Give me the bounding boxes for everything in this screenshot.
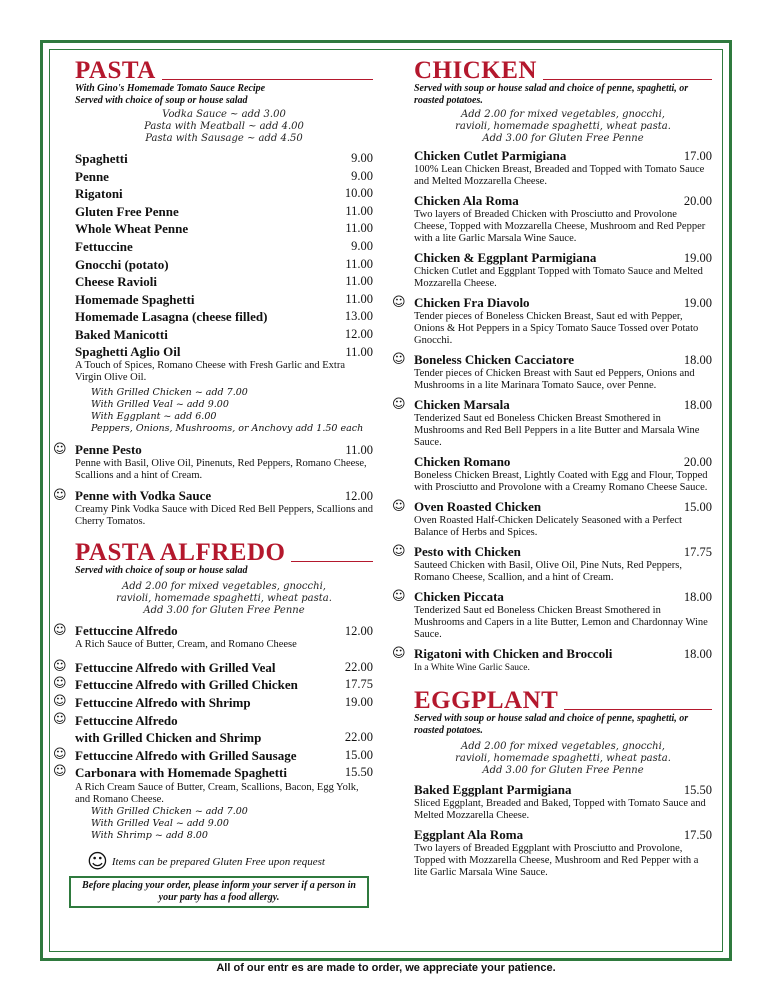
item-name: Whole Wheat Penne xyxy=(75,221,189,237)
item-name: Carbonara with Homemade Spaghetti xyxy=(75,765,287,781)
item-title-row xyxy=(75,747,373,765)
alfredo-option: Add 3.00 for Gluten Free Penne xyxy=(143,604,305,616)
menu-item xyxy=(75,291,373,309)
menu-item xyxy=(392,589,712,641)
item-title-row xyxy=(414,295,712,311)
item-title-row xyxy=(414,397,712,413)
gluten-free-note-text: Items can be prepared Gluten Free upon request xyxy=(111,855,325,868)
smiley-icon: ☺ xyxy=(87,848,108,873)
item-title-row xyxy=(75,442,373,458)
smiley-icon: ☺ xyxy=(53,658,67,674)
item-title-row xyxy=(414,250,712,266)
item-description: Two layers of Breaded Chicken with Prosciutto and Provolone Cheese, Topped with Mozzarella Cheese, Mushroom and Red Pepper with a lite Garlic Marsala Wine Sauce. xyxy=(414,209,706,244)
item-price: 12.00 xyxy=(344,623,373,638)
item-name: Fettuccine Alfredo with Grilled Sausage xyxy=(75,747,297,763)
menu-item xyxy=(53,693,373,712)
eggplant-title: EGGPLANT xyxy=(414,687,559,714)
item-title-row xyxy=(75,676,373,694)
item-name: Baked Eggplant Parmigiana xyxy=(414,782,572,797)
menu-item xyxy=(53,658,373,677)
pasta-title-rule xyxy=(162,79,373,80)
item-name: Chicken Ala Roma xyxy=(414,193,519,208)
menu-item xyxy=(53,676,373,694)
smiley-icon: ☺ xyxy=(392,646,406,661)
addon-option: With Shrimp ~ add 8.00 xyxy=(91,830,208,842)
item-description: Sauteed Chicken with Basil, Olive Oil, Pine Nuts, Red Peppers, Romano Cheese, Scallion, and a hint of Cream. xyxy=(414,560,683,583)
item-price: 19.00 xyxy=(683,251,712,265)
item-price: 17.75 xyxy=(683,545,712,559)
item-title-line1 xyxy=(75,712,373,730)
pasta-option: Vodka Sauce ~ add 3.00 xyxy=(162,109,286,120)
menu-item xyxy=(392,295,712,347)
item-name: Pesto with Chicken xyxy=(414,544,521,559)
pasta-simple-list xyxy=(75,150,373,344)
item-name: Boneless Chicken Cacciatore xyxy=(414,352,575,367)
pasta-header xyxy=(75,58,373,83)
item-description: Oven Roasted Half-Chicken Delicately Seasoned with a Perfect Balance of Herbs and Spices. xyxy=(414,515,682,538)
menu-item xyxy=(414,827,712,879)
menu-item xyxy=(414,454,712,494)
item-name: Chicken & Eggplant Parmigiana xyxy=(414,250,597,265)
eggplant-header xyxy=(414,688,712,713)
smiley-icon: ☺ xyxy=(53,746,67,762)
aglio-addons xyxy=(75,387,373,436)
item-price: 19.00 xyxy=(683,296,712,310)
item-description: Tender pieces of Boneless Chicken Breast, Saut ed with Pepper, Onions & Hot Peppers in a Spicy Tomato Sauce Tossed over Potato Gnocchi. xyxy=(414,311,699,346)
smiley-icon: ☺ xyxy=(392,589,406,604)
eggplant-option: Add 3.00 for Gluten Free Penne xyxy=(482,765,644,776)
item-title-row xyxy=(414,352,712,368)
item-title-row xyxy=(414,827,712,843)
smiley-icon: ☺ xyxy=(392,352,406,367)
eggplant-option: ravioli, homemade spaghetti, wheat pasta. xyxy=(455,753,671,764)
smiley-icon: ☺ xyxy=(53,622,67,638)
pasta-options xyxy=(75,109,373,145)
menu-item xyxy=(75,273,373,291)
item-price: 10.00 xyxy=(344,186,373,201)
pasta-option: Pasta with Sausage ~ add 4.50 xyxy=(145,133,303,144)
item-name: Baked Manicotti xyxy=(75,326,168,342)
item-name: Penne with Vodka Sauce xyxy=(75,487,212,503)
addon-option: With Eggplant ~ add 6.00 xyxy=(91,411,217,423)
item-name: Rigatoni with Chicken and Broccoli xyxy=(414,646,613,661)
item-price: 17.75 xyxy=(344,677,373,692)
item-price: 15.00 xyxy=(344,747,373,762)
item-price: 11.00 xyxy=(345,203,373,218)
menu-item xyxy=(414,193,712,245)
item-title-row xyxy=(75,694,373,712)
alfredo-options xyxy=(75,581,373,617)
right-column xyxy=(390,58,712,879)
menu-item xyxy=(392,646,712,674)
addon-option: With Grilled Chicken ~ add 7.00 xyxy=(91,386,248,398)
menu-item xyxy=(414,148,712,188)
item-title-row xyxy=(75,623,373,639)
menu-item xyxy=(392,499,712,539)
item-name: Chicken Cutlet Parmigiana xyxy=(414,148,567,163)
item-title-row xyxy=(414,148,712,164)
smiley-icon: ☺ xyxy=(53,764,67,780)
item-name: Chicken Fra Diavolo xyxy=(414,295,530,310)
item-name: Chicken Marsala xyxy=(414,397,510,412)
chicken-served-note: Served with soup or house salad and choice of penne, spaghetti, or roasted potatoes. xyxy=(414,83,689,106)
item-price: 18.00 xyxy=(683,353,712,367)
item-description: A Touch of Spices, Romano Cheese with Fresh Garlic and Extra Virgin Olive Oil. xyxy=(75,359,345,383)
item-price: 11.00 xyxy=(345,344,373,359)
item-price: 15.50 xyxy=(344,765,373,780)
item-price: 20.00 xyxy=(683,455,712,469)
item-price: 11.00 xyxy=(345,442,373,457)
item-name: Penne xyxy=(75,168,109,184)
item-name: Homemade Spaghetti xyxy=(75,291,195,307)
item-price: 13.00 xyxy=(344,309,373,324)
eggplant-section xyxy=(390,688,712,879)
item-description: Creamy Pink Vodka Sauce with Diced Red Bell Peppers, Scallions and Cherry Tomatos. xyxy=(75,503,373,527)
item-description: Boneless Chicken Breast, Lightly Coated with Egg and Flour, Topped with Prosciutto and Provolone with a Creamy Romano Cheese Sauce. xyxy=(414,470,708,493)
item-name: Rigatoni xyxy=(75,186,123,202)
eggplant-option: Add 2.00 for mixed vegetables, gnocchi, xyxy=(461,741,665,752)
item-price: 9.00 xyxy=(351,238,373,253)
item-name: Fettuccine Alfredo with Grilled Chicken xyxy=(75,677,298,693)
item-description: In a White Wine Garlic Sauce. xyxy=(414,663,530,673)
alfredo-title: PASTA ALFREDO xyxy=(75,538,286,566)
chicken-header xyxy=(390,58,712,83)
smiley-icon: ☺ xyxy=(392,544,406,559)
chicken-options xyxy=(390,109,712,145)
item-name: Gnocchi (potato) xyxy=(75,256,169,272)
item-price: 22.00 xyxy=(344,659,373,674)
alfredo-title-rule xyxy=(291,561,373,562)
item-price: 15.00 xyxy=(683,500,712,514)
item-name: Fettuccine Alfredo xyxy=(75,712,178,728)
item-price: 19.00 xyxy=(344,694,373,709)
item-title-row xyxy=(75,659,373,677)
item-description: Sliced Eggplant, Breaded and Baked, Topped with Tomato Sauce and Melted Mozzarella Cheese. xyxy=(414,798,706,821)
menu-item xyxy=(392,544,712,584)
menu-item xyxy=(392,352,712,392)
item-price: 17.50 xyxy=(683,828,712,842)
smiley-icon: ☺ xyxy=(53,441,67,457)
item-name: Fettuccine Alfredo with Shrimp xyxy=(75,694,251,710)
item-title-row xyxy=(75,764,373,782)
smiley-icon: ☺ xyxy=(53,711,67,727)
menu-item xyxy=(75,150,373,168)
menu-item-alfredo-combo xyxy=(53,711,373,747)
item-price: 11.00 xyxy=(345,291,373,306)
alfredo-served-note: Served with choice of soup or house salad xyxy=(75,564,248,576)
menu-item-penne-vodka xyxy=(53,487,373,528)
item-title-row xyxy=(75,344,373,360)
footer-note: All of our entr es are made to order, we appreciate your patience. xyxy=(216,962,556,974)
item-price: 18.00 xyxy=(683,647,712,661)
item-name: Fettuccine Alfredo xyxy=(75,622,178,638)
item-price: 22.00 xyxy=(344,730,373,745)
alfredo-option: ravioli, homemade spaghetti, wheat pasta. xyxy=(116,592,332,604)
alfredo-option: Add 2.00 for mixed vegetables, gnocchi, xyxy=(122,580,326,592)
smiley-icon: ☺ xyxy=(53,676,67,692)
pasta-served-note: Served with choice of soup or house salad xyxy=(75,95,248,106)
item-description: Two layers of Breaded Eggplant with Prosciutto and Provolone, Topped with Mozzarella Cheese, Mushroom and Red Pepper with a lite Garlic Marsala Wine Sauce. xyxy=(414,843,699,878)
menu-item xyxy=(392,397,712,449)
eggplant-options xyxy=(414,741,712,777)
item-name: Gluten Free Penne xyxy=(75,203,179,219)
item-title-row xyxy=(414,193,712,209)
item-name: Spaghetti xyxy=(75,151,128,166)
smiley-icon: ☺ xyxy=(53,487,67,503)
gluten-free-note xyxy=(75,848,373,873)
chicken-option: Add 3.00 for Gluten Free Penne xyxy=(482,133,644,144)
carbonara-addons xyxy=(75,806,373,843)
menu-item xyxy=(75,185,373,203)
item-title-row xyxy=(75,488,373,504)
menu-item xyxy=(75,220,373,238)
smiley-icon: ☺ xyxy=(392,499,406,514)
item-description: 100% Lean Chicken Breast, Breaded and Topped with Tomato Sauce and Melted Mozzarella Cheese. xyxy=(414,164,705,187)
item-price: 11.00 xyxy=(345,221,373,236)
item-description: Tenderized Saut ed Boneless Chicken Breast Smothered in Mushrooms and Red Bell Peppers in a lite Butter and Marsala Wine Sauce. xyxy=(414,413,700,448)
addon-option: Peppers, Onions, Mushrooms, or Anchovy add 1.50 each xyxy=(91,423,364,435)
addon-option: With Grilled Veal ~ add 9.00 xyxy=(91,398,229,410)
eggplant-served-note: Served with soup or house salad and choice of penne, spaghetti, or roasted potatoes. xyxy=(414,713,689,736)
item-name: Chicken Romano xyxy=(414,454,511,469)
item-title-row xyxy=(414,782,712,798)
chicken-title-rule xyxy=(543,79,712,80)
menu-item xyxy=(75,326,373,344)
item-price: 11.00 xyxy=(345,256,373,271)
item-title-row xyxy=(414,589,712,605)
item-title-row xyxy=(414,499,712,515)
item-name: with Grilled Chicken and Shrimp xyxy=(75,730,262,746)
item-name: Oven Roasted Chicken xyxy=(414,499,542,514)
item-price: 12.00 xyxy=(344,488,373,503)
item-price: 15.50 xyxy=(683,783,712,797)
menu-item-carbonara xyxy=(53,764,373,842)
menu-item xyxy=(53,746,373,765)
pasta-title: PASTA xyxy=(75,57,156,84)
menu-item xyxy=(75,238,373,256)
item-description: A Rich Cream Sauce of Butter, Cream, Scallions, Bacon, Egg Yolk, and Romano Cheese. xyxy=(75,781,359,805)
item-price: 9.00 xyxy=(351,168,373,183)
item-name: Cheese Ravioli xyxy=(75,274,157,290)
item-description: Penne with Basil, Olive Oil, Pinenuts, Red Peppers, Romano Cheese, Scallions and a hint of Cream. xyxy=(75,457,367,481)
item-price: 17.00 xyxy=(683,149,712,163)
left-column xyxy=(53,57,373,908)
menu-item xyxy=(414,782,712,822)
menu-item xyxy=(75,203,373,221)
item-title-row xyxy=(414,544,712,560)
menu-item xyxy=(414,250,712,290)
item-price: 20.00 xyxy=(683,194,712,208)
menu-item xyxy=(75,308,373,326)
item-name: Chicken Piccata xyxy=(414,589,504,604)
menu-item-penne-pesto xyxy=(53,441,373,482)
allergy-notice: Before placing your order, please inform your server if a person in your party has a food allergy. xyxy=(69,876,369,908)
smiley-icon: ☺ xyxy=(53,693,67,709)
item-name: Fettuccine Alfredo with Grilled Veal xyxy=(75,659,276,675)
alfredo-header xyxy=(75,540,373,565)
item-name: Fettuccine xyxy=(75,238,133,254)
item-name: Spaghetti Aglio Oil xyxy=(75,343,181,359)
item-price: 18.00 xyxy=(683,590,712,604)
item-title-row xyxy=(414,454,712,470)
eggplant-title-rule xyxy=(564,709,712,710)
pasta-option: Pasta with Meatball ~ add 4.00 xyxy=(144,121,304,132)
item-price: 11.00 xyxy=(345,274,373,289)
addon-option: With Grilled Chicken ~ add 7.00 xyxy=(91,805,248,817)
chicken-list xyxy=(390,148,712,674)
item-price: 9.00 xyxy=(351,151,373,165)
menu-item xyxy=(75,256,373,274)
item-title-row xyxy=(414,646,712,662)
menu-item-aglio xyxy=(75,344,373,436)
item-price: 18.00 xyxy=(683,398,712,412)
item-title-line2 xyxy=(75,729,373,747)
chicken-title: CHICKEN xyxy=(414,57,537,84)
alfredo-list xyxy=(53,658,373,843)
item-description: Tender pieces of Chicken Breast with Saut ed Peppers, Onions and Mushrooms in a lite Marinara Tomato Sauce, over Penne. xyxy=(414,368,695,391)
item-name: Penne Pesto xyxy=(75,441,142,457)
pasta-subtitle: With Gino's Homemade Tomato Sauce Recipe xyxy=(75,83,266,94)
menu-item xyxy=(75,168,373,186)
chicken-option: ravioli, homemade spaghetti, wheat pasta. xyxy=(455,121,671,132)
smiley-icon: ☺ xyxy=(392,295,406,310)
item-price: 12.00 xyxy=(344,326,373,341)
item-description: Chicken Cutlet and Eggplant Topped with Tomato Sauce and Melted Mozzarella Cheese. xyxy=(414,266,703,289)
item-name: Homemade Lasagna (cheese filled) xyxy=(75,309,268,325)
chicken-option: Add 2.00 for mixed vegetables, gnocchi, xyxy=(461,109,665,120)
item-description: Tenderized Saut ed Boneless Chicken Breast Smothered in Mushrooms and Capers in a lite Butter, Lemon and Chardonnay Wine Sauce. xyxy=(414,605,708,640)
item-description: A Rich Sauce of Butter, Cream, and Romano Cheese xyxy=(75,638,297,650)
item-name: Eggplant Ala Roma xyxy=(414,827,524,842)
smiley-icon: ☺ xyxy=(392,397,406,412)
addon-option: With Grilled Veal ~ add 9.00 xyxy=(91,818,229,830)
menu-item-fettuccine-alfredo xyxy=(53,622,373,651)
